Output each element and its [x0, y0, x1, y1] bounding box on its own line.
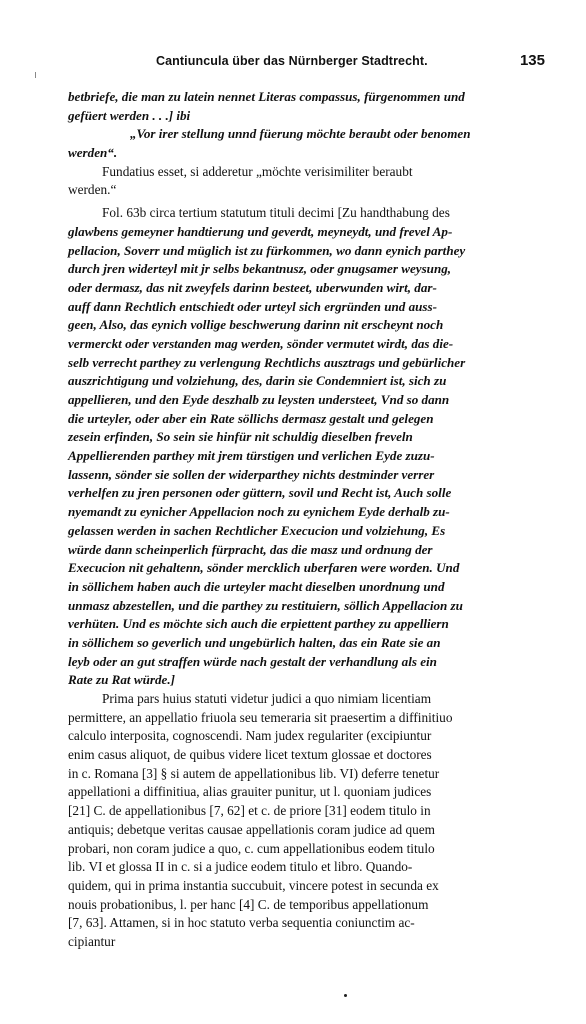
text-line: lassenn, sönder sie sollen der widerparthey nichts destminder verrer: [68, 466, 435, 482]
text-line: cipiantur: [68, 933, 116, 949]
text-line: unmasz abzestellen, und die parthey zu restituiern, söllich Appellacion zu: [68, 597, 463, 613]
text-line: Prima pars huius statuti videtur judici a quo nimiam licentiam: [102, 691, 432, 706]
text-line: Fol. 63b circa tertium statutum tituli decimi [Zu handthabung des: [102, 205, 450, 221]
text-line: calculo interposita, cognoscendi. Nam judex regulariter (excipiuntur: [68, 728, 432, 744]
text-line: Execucion nit gehaltenn, sönder mercklich uberfaren were worden. Und: [68, 560, 460, 576]
text-line: in c. Romana [3] § si autem de appellationibus lib. VI) deferre tenetur: [68, 765, 440, 781]
text-line: in söllichem so geverlich und ungebürlich halten, das ein Rate sie an: [68, 634, 441, 650]
text-line: appellieren, und den Eyde deszhalb zu leysten understeet, Vnd so dann: [68, 392, 450, 407]
text-line: vermerckt oder verstanden mag werden, sönder vermutet wirdt, das die-: [68, 335, 454, 351]
text-line: pellacion, Soverr und müglich ist zu fürkommen, wo dann eynich parthey: [68, 242, 466, 258]
text-line: quidem, qui in prima instantia succubuit, vincere potest in secunda ex: [68, 877, 439, 893]
text-line: würde dann scheinperlich fürpracht, das die masz und ordnung der: [68, 541, 433, 557]
text-line: geen, Also, das eynich vollige beschwerung darinn nit erscheynt noch: [68, 317, 444, 333]
text-line: gelassen werden in sachen Rechtlicher Execucion und volziehung, Es: [68, 522, 446, 538]
text-line: Rate zu Rat würde.]: [68, 672, 175, 688]
text-line: betbriefe, die man zu latein nennet Literas compassus, fürgenommen und: [68, 89, 465, 104]
text-line: enim casus aliquot, de quibus videre licet textum glossae et doctores: [68, 747, 432, 763]
text-line: probari, non coram judice a quo, c. cum appellationibus eodem titulo: [68, 840, 435, 856]
text-line: glawbens gemeyner handtierung und geverdt, meyneydt, und frevel Ap-: [68, 223, 453, 239]
text-line: Fundatius esset, si adderetur „möchte verisimiliter beraubt: [102, 163, 413, 179]
text-line: nouis probationibus, l. per hanc [4] C. de temporibus appellationum: [68, 896, 429, 912]
text-line: werden.“: [68, 182, 117, 198]
text-line: die urteyler, oder aber ein Rate söllichs dermasz gestalt und gelegen: [68, 410, 434, 426]
page-number: 135: [519, 52, 545, 69]
text-line: gefüert werden . . .] ibi: [68, 107, 191, 123]
text-line: lib. VI et glossa II in c. si a judice eodem titulo et libro. Quando-: [68, 859, 413, 875]
text-line: [7, 63]. Attamen, si in hoc statuto verba sequentia coniunctim ac-: [68, 915, 415, 931]
text-line: „Vor irer stellung unnd füerung möchte beraubt oder benomen: [130, 126, 471, 142]
text-line: zesein erfinden, So sein sie hinfür nit schuldig dieselben freveln: [68, 429, 413, 445]
page-edge-mark: [35, 72, 36, 78]
text-line: antiquis; debetque veritas causae appellationis coram judice ad quem: [68, 821, 436, 837]
text-line: durch jren widerteyl mit jr selbs bekantnusz, oder gnugsamer weysung,: [68, 261, 452, 277]
body-text: [68, 88, 546, 952]
text-line: selb verrecht parthey zu verlengung Rechtlichs ausztrags und gebürlicher: [68, 354, 466, 370]
text-line: in söllichem haben auch die urteyler macht dieselben unordnung und: [68, 578, 445, 594]
page-header: [100, 50, 545, 72]
text-line: werden“.: [68, 145, 118, 161]
text-line: auszrichtigung und volziehung, des, darin sie Condemniert ist, sich zu: [68, 373, 447, 389]
text-line: auff dann Rechtlich entschiedt oder urteyl sich ergründen und auss-: [68, 298, 437, 314]
text-line: Appellierenden parthey mit jrem türstigen und verlichen Eyde zuzu-: [68, 448, 435, 464]
text-line: verhüten. Und es möchte sich auch die erpiettent parthey zu appelliern: [68, 616, 449, 632]
text-line: nyemandt zu eynicher Appellacion noch zu eynichem Eyde derhalb zu-: [68, 504, 450, 520]
text-line: leyb oder an gut straffen würde nach gestalt der verhandlung als ein: [68, 653, 437, 669]
footer-dot: [344, 994, 347, 997]
text-line: [21] C. de appellationibus [7, 62] et c. de priore [31] eodem titulo in: [68, 803, 431, 819]
running-title: Cantiuncula über das Nürnberger Stadtrecht.: [156, 54, 428, 68]
text-line: oder dermasz, das nit zweyfels darinn besteet, uberwunden wirt, dar-: [68, 279, 437, 295]
text-line: permittere, an appellatio friuola seu temeraria sit praesertim a diffinitiuo: [68, 709, 453, 725]
text-line: appellationi a diffinitiua, alias grauiter punitur, ut l. quoniam judices: [68, 784, 432, 800]
text-line: verhelfen zu jren personen oder güttern, sovil und Recht ist, Auch solle: [68, 485, 452, 501]
